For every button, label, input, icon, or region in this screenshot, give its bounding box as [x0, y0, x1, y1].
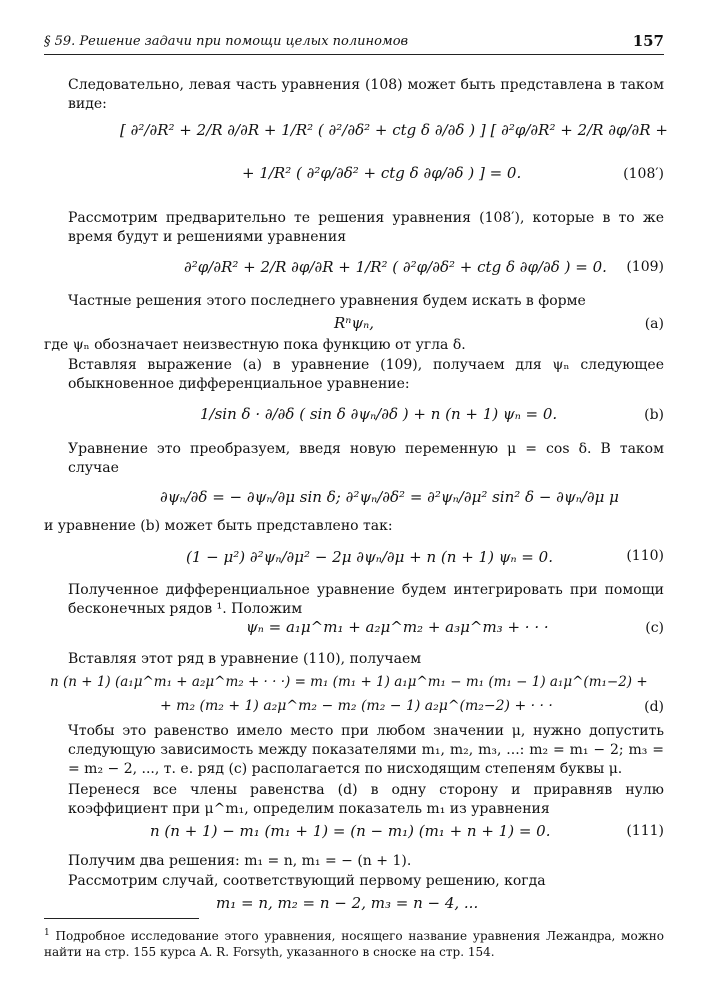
footnote — [44, 925, 664, 960]
equation-c: ψₙ = a₁μ^m₁ + a₂μ^m₂ + a₃μ^m₃ + · · · — [246, 618, 549, 636]
paragraph-2: Рассмотрим предварительно те решения уравнения (108′), которые в то же время будут и решениями уравнения — [68, 210, 664, 245]
page-number: 157 — [632, 32, 664, 50]
equation-number-108: (108′) — [623, 166, 664, 182]
equation-substitution: ∂ψₙ/∂δ = − ∂ψₙ/∂μ sin δ; ∂²ψₙ/∂δ² = ∂²ψₙ/∂μ² sin² δ − ∂ψₙ/∂μ μ — [160, 488, 619, 506]
equation-b: 1/sin δ · ∂/∂δ ( sin δ ∂ψₙ/∂δ ) + n (n + 1) ψₙ = 0. — [200, 405, 558, 423]
paragraph-4: где ψₙ обозначает неизвестную пока функцию от угла δ. — [44, 337, 466, 353]
paragraph-1: Следовательно, левая часть уравнения (108) может быть представлена в таком виде: — [68, 77, 664, 112]
running-header — [44, 34, 664, 55]
equation-number-c: (c) — [645, 620, 664, 636]
footnote-text: Подробное исследование этого уравнения, носящего название уравнения Лежандра, можно найти на стр. 155 курса A. R. Forsyth, указанного в сноске на стр. 154. — [44, 929, 664, 959]
paragraph-12: Получим два решения: m₁ = n, m₁ = − (n + 1). — [68, 853, 412, 869]
equation-d-line2: + m₂ (m₂ + 1) a₂μ^m₂ − m₂ (m₂ − 1) a₂μ^(m₂−2) + · · · — [160, 698, 553, 714]
equation-last: m₁ = n, m₂ = n − 2, m₃ = n − 4, ... — [216, 894, 479, 912]
paragraph-7: и уравнение (b) может быть представлено так: — [44, 518, 393, 534]
paragraph-13: Рассмотрим случай, соответствующий первому решению, когда — [68, 873, 546, 889]
equation-110: (1 − μ²) ∂²ψₙ/∂μ² − 2μ ∂ψₙ/∂μ + n (n + 1) ψₙ = 0. — [186, 548, 553, 566]
equation-number-b: (b) — [644, 407, 664, 423]
equation-number-109: (109) — [626, 259, 664, 275]
paragraph-5: Вставляя выражение (a) в уравнение (109), получаем для ψₙ следующее обыкновенное дифференциальное уравнение: — [68, 357, 664, 392]
equation-number-d: (d) — [644, 699, 664, 715]
section-title: § 59. Решение задачи при помощи целых полиномов — [44, 34, 409, 49]
equation-111: n (n + 1) − m₁ (m₁ + 1) = (n − m₁) (m₁ + n + 1) = 0. — [150, 822, 551, 840]
paragraph-10: Чтобы это равенство имело место при любом значении μ, нужно допустить следующую зависимость между показателями m₁, m₂, m₃, ...: m₂ = m₁ − 2; m₃ = = m₂ − 2, ..., т. е. ряд (c) располагается по нисходящим степеням буквы μ. — [68, 723, 664, 777]
paragraph-3: Частные решения этого последнего уравнения будем искать в форме — [68, 293, 586, 309]
equation-108-line2: + 1/R² ( ∂²φ/∂δ² + ctg δ ∂φ/∂δ ) ] = 0. — [242, 164, 522, 182]
equation-number-a: (a) — [644, 316, 664, 332]
paragraph-11: Перенеся все члены равенства (d) в одну сторону и приравняв нулю коэффициент при μ^m₁, определим показатель m₁ из уравнения — [68, 782, 664, 817]
equation-d-line1: n (n + 1) (a₁μ^m₁ + a₂μ^m₂ + · · ·) = m₁ (m₁ + 1) a₁μ^m₁ − m₁ (m₁ − 1) a₁μ^(m₁−2) + — [50, 674, 648, 690]
equation-number-110: (110) — [626, 548, 664, 564]
paragraph-8: Полученное дифференциальное уравнение будем интегрировать при помощи бесконечных рядов ¹. Положим — [68, 582, 664, 617]
footnote-rule — [44, 918, 199, 919]
equation-a: Rⁿψₙ, — [334, 314, 374, 332]
equation-109: ∂²φ/∂R² + 2/R ∂φ/∂R + 1/R² ( ∂²φ/∂δ² + ctg δ ∂φ/∂δ ) = 0. — [184, 258, 607, 276]
paragraph-6: Уравнение это преобразуем, введя новую переменную μ = cos δ. В таком случае — [68, 441, 664, 476]
equation-number-111: (111) — [626, 823, 664, 839]
equation-108-line1: [ ∂²/∂R² + 2/R ∂/∂R + 1/R² ( ∂²/∂δ² + ctg δ ∂/∂δ ) ] [ ∂²φ/∂R² + 2/R ∂φ/∂R + — [120, 121, 668, 139]
paragraph-9: Вставляя этот ряд в уравнение (110), получаем — [68, 651, 422, 667]
footnote-mark: 1 — [44, 928, 50, 938]
